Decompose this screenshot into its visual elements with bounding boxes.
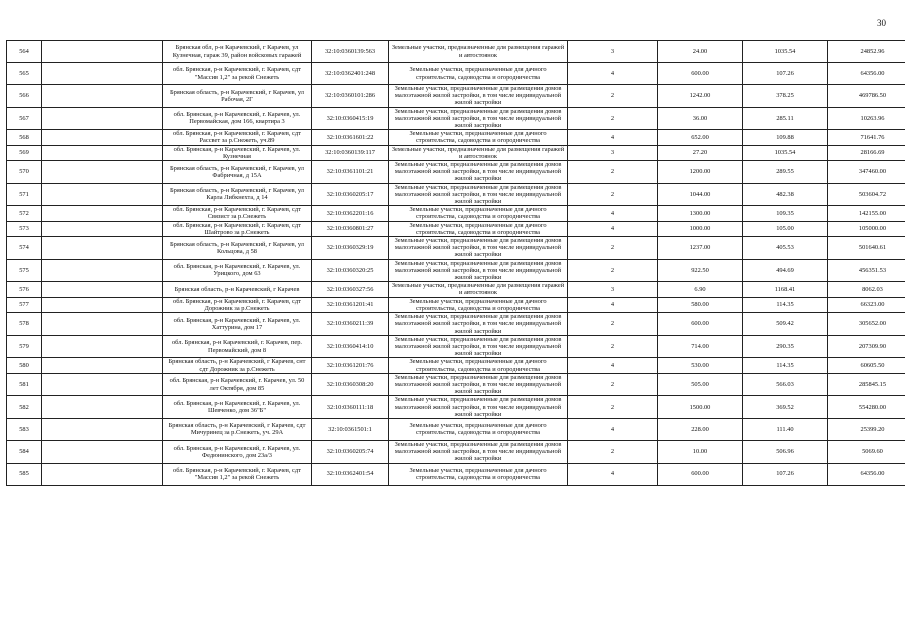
row-number-cell: 573	[7, 221, 42, 236]
category-cell: 2	[568, 161, 658, 184]
empty-cell	[42, 396, 163, 419]
cadastral-number-cell: 32:10:0361201:76	[312, 358, 389, 373]
category-cell: 4	[568, 297, 658, 312]
empty-cell	[42, 335, 163, 358]
empty-cell	[42, 206, 163, 221]
specific-value-cell: 566.03	[743, 373, 828, 396]
table-row	[7, 297, 905, 312]
table-row	[7, 41, 905, 63]
row-number-cell: 576	[7, 282, 42, 297]
land-use-cell: Земельные участки, предназначенные для дачного строительства, садоводства и огородничества	[389, 297, 568, 312]
empty-cell	[42, 130, 163, 145]
table-row	[7, 161, 905, 184]
category-cell: 4	[568, 130, 658, 145]
cadastral-value-cell: 285845.15	[828, 373, 905, 396]
area-cell: 600.00	[658, 463, 743, 485]
empty-cell	[42, 183, 163, 206]
row-number-cell: 564	[7, 41, 42, 63]
address-cell: обл. Брянская, р-н Карачевский, г. Карачев, ул. Кузнечная	[163, 145, 312, 160]
empty-cell	[42, 373, 163, 396]
area-cell: 1200.00	[658, 161, 743, 184]
specific-value-cell: 405.53	[743, 237, 828, 260]
empty-cell	[42, 161, 163, 184]
table-body	[7, 41, 905, 486]
empty-cell	[42, 282, 163, 297]
row-number-cell: 584	[7, 440, 42, 463]
cadastral-number-cell: 32:10:0360320:25	[312, 259, 389, 282]
empty-cell	[42, 107, 163, 130]
area-cell: 1242.00	[658, 85, 743, 108]
category-cell: 2	[568, 183, 658, 206]
specific-value-cell: 107.26	[743, 463, 828, 485]
table-row	[7, 183, 905, 206]
category-cell: 2	[568, 259, 658, 282]
cadastral-value-cell: 71641.76	[828, 130, 905, 145]
table-row	[7, 440, 905, 463]
land-use-cell: Земельные участки, предназначенные для размещения домов малоэтажной жилой застройки, в том числе индивидуальной жилой застройки	[389, 373, 568, 396]
row-number-cell: 583	[7, 418, 42, 440]
area-cell: 600.00	[658, 63, 743, 85]
address-cell: Брянская обл, р-н Карачевский, г Карачев, ул Кузнечная, гараж 39, район войсковых гаражей	[163, 41, 312, 63]
empty-cell	[42, 463, 163, 485]
specific-value-cell: 509.42	[743, 313, 828, 336]
row-number-cell: 566	[7, 85, 42, 108]
category-cell: 4	[568, 463, 658, 485]
empty-cell	[42, 41, 163, 63]
cadastral-number-cell: 32:10:0360329:19	[312, 237, 389, 260]
category-cell: 4	[568, 63, 658, 85]
cadastral-number-cell: 32:10:0360205:74	[312, 440, 389, 463]
address-cell: Брянская область, р-н Карачевский, г Карачев, ул Фабричная, д 15А	[163, 161, 312, 184]
address-cell: обл. Брянская, р-н Карачевский, г. Карачев, сдт "Массив 1,2" за рекой Снежеть	[163, 463, 312, 485]
cadastral-number-cell: 32:10:0360801:27	[312, 221, 389, 236]
address-cell: обл. Брянская, р-н Карачевский, г. Карачев, ул. Шевченко, дом 36"Б"	[163, 396, 312, 419]
table-row	[7, 85, 905, 108]
area-cell: 1000.00	[658, 221, 743, 236]
table-row	[7, 107, 905, 130]
page-number: 30	[877, 18, 886, 28]
address-cell: обл. Брянская, р-н Карачевский, г. Карачев, ул. Первомайская, дом 166, квартира 3	[163, 107, 312, 130]
category-cell: 4	[568, 418, 658, 440]
table-row	[7, 145, 905, 160]
specific-value-cell: 105.00	[743, 221, 828, 236]
row-number-cell: 568	[7, 130, 42, 145]
empty-cell	[42, 297, 163, 312]
land-use-cell: Земельные участки, предназначенные для дачного строительства, садоводства и огородничества	[389, 221, 568, 236]
cadastral-value-cell: 501640.61	[828, 237, 905, 260]
cadastral-number-cell: 32:10:0362401:248	[312, 63, 389, 85]
cadastral-number-cell: 32:10:0361201:41	[312, 297, 389, 312]
cadastral-value-cell: 305652.00	[828, 313, 905, 336]
empty-cell	[42, 145, 163, 160]
specific-value-cell: 378.25	[743, 85, 828, 108]
cadastral-number-cell: 32:10:0360415:19	[312, 107, 389, 130]
empty-cell	[42, 259, 163, 282]
land-use-cell: Земельные участки, предназначенные для размещения домов малоэтажной жилой застройки, в том числе индивидуальной жилой застройки	[389, 259, 568, 282]
cadastral-value-cell: 64356.00	[828, 63, 905, 85]
land-use-cell: Земельные участки, предназначенные для размещения домов малоэтажной жилой застройки, в том числе индивидуальной жилой застройки	[389, 85, 568, 108]
table-row	[7, 237, 905, 260]
specific-value-cell: 290.35	[743, 335, 828, 358]
table-row	[7, 463, 905, 485]
cadastral-number-cell: 32:10:0362201:16	[312, 206, 389, 221]
cadastral-number-cell: 32:10:0360139:117	[312, 145, 389, 160]
empty-cell	[42, 418, 163, 440]
category-cell: 2	[568, 237, 658, 260]
category-cell: 3	[568, 41, 658, 63]
land-use-cell: Земельные участки, предназначенные для размещения домов малоэтажной жилой застройки, в том числе индивидуальной жилой застройки	[389, 313, 568, 336]
table-row	[7, 206, 905, 221]
specific-value-cell: 107.26	[743, 63, 828, 85]
table-row	[7, 396, 905, 419]
empty-cell	[42, 313, 163, 336]
category-cell: 2	[568, 335, 658, 358]
cadastral-value-cell: 503604.72	[828, 183, 905, 206]
area-cell: 1044.00	[658, 183, 743, 206]
cadastral-value-cell: 207309.90	[828, 335, 905, 358]
address-cell: Брянская область, р-н Карачевский, г Карачев	[163, 282, 312, 297]
land-plot-table	[6, 40, 905, 486]
specific-value-cell: 111.40	[743, 418, 828, 440]
cadastral-value-cell: 5069.60	[828, 440, 905, 463]
cadastral-value-cell: 554280.00	[828, 396, 905, 419]
area-cell: 10.00	[658, 440, 743, 463]
land-use-cell: Земельные участки, предназначенные для размещения гаражей и автостоянок	[389, 282, 568, 297]
category-cell: 2	[568, 396, 658, 419]
area-cell: 714.00	[658, 335, 743, 358]
cadastral-number-cell: 32:10:0361101:21	[312, 161, 389, 184]
area-cell: 228.00	[658, 418, 743, 440]
cadastral-number-cell: 32:10:0360139:563	[312, 41, 389, 63]
specific-value-cell: 369.52	[743, 396, 828, 419]
empty-cell	[42, 237, 163, 260]
cadastral-value-cell: 142155.00	[828, 206, 905, 221]
category-cell: 4	[568, 221, 658, 236]
table-row	[7, 313, 905, 336]
row-number-cell: 579	[7, 335, 42, 358]
land-use-cell: Земельные участки, предназначенные для дачного строительства, садоводства и огородничества	[389, 418, 568, 440]
land-use-cell: Земельные участки, предназначенные для дачного строительства, садоводства и огородничества	[389, 358, 568, 373]
land-use-cell: Земельные участки, предназначенные для размещения домов малоэтажной жилой застройки, в том числе индивидуальной жилой застройки	[389, 183, 568, 206]
specific-value-cell: 109.88	[743, 130, 828, 145]
address-cell: Брянская область, р-н Карачевский, г Карачев, сдт Мичуринец за р.Снежеть, уч. 29А	[163, 418, 312, 440]
cadastral-value-cell: 28166.69	[828, 145, 905, 160]
address-cell: обл. Брянская, р-н Карачевский, г. Карачев, сдт Дорожник за р.Снежеть	[163, 297, 312, 312]
specific-value-cell: 285.11	[743, 107, 828, 130]
area-cell: 600.00	[658, 313, 743, 336]
row-number-cell: 578	[7, 313, 42, 336]
address-cell: Брянская область, р-н Карачевский, г Карачев, ул Карла Либкнехта, д 14	[163, 183, 312, 206]
cadastral-number-cell: 32:10:0361601:22	[312, 130, 389, 145]
category-cell: 3	[568, 145, 658, 160]
cadastral-value-cell: 10263.96	[828, 107, 905, 130]
cadastral-value-cell: 105000.00	[828, 221, 905, 236]
cadastral-value-cell: 25399.20	[828, 418, 905, 440]
area-cell: 6.90	[658, 282, 743, 297]
land-use-cell: Земельные участки, предназначенные для дачного строительства, садоводства и огородничества	[389, 63, 568, 85]
cadastral-number-cell: 32:10:0360327:56	[312, 282, 389, 297]
area-cell: 1237.00	[658, 237, 743, 260]
address-cell: Брянская область, р-н Карачевский, г Карачев, снт сдт Дорожник за р.Снежеть	[163, 358, 312, 373]
table-row	[7, 282, 905, 297]
specific-value-cell: 114.35	[743, 358, 828, 373]
row-number-cell: 570	[7, 161, 42, 184]
cadastral-value-cell: 8062.03	[828, 282, 905, 297]
specific-value-cell: 1168.41	[743, 282, 828, 297]
category-cell: 2	[568, 373, 658, 396]
area-cell: 652.00	[658, 130, 743, 145]
table-row	[7, 221, 905, 236]
specific-value-cell: 494.69	[743, 259, 828, 282]
row-number-cell: 575	[7, 259, 42, 282]
cadastral-value-cell: 24852.96	[828, 41, 905, 63]
cadastral-number-cell: 32:10:0360111:18	[312, 396, 389, 419]
cadastral-value-cell: 64356.00	[828, 463, 905, 485]
table-row	[7, 418, 905, 440]
address-cell: Брянская область, р-н Карачевский, г Карачев, ул Кольцова, д 58	[163, 237, 312, 260]
row-number-cell: 580	[7, 358, 42, 373]
empty-cell	[42, 63, 163, 85]
area-cell: 1500.00	[658, 396, 743, 419]
specific-value-cell: 1035.54	[743, 145, 828, 160]
area-cell: 505.00	[658, 373, 743, 396]
table-row	[7, 358, 905, 373]
land-use-cell: Земельные участки, предназначенные для размещения домов малоэтажной жилой застройки, в том числе индивидуальной жилой застройки	[389, 161, 568, 184]
table-row	[7, 373, 905, 396]
area-cell: 922.50	[658, 259, 743, 282]
cadastral-number-cell: 32:10:0360205:17	[312, 183, 389, 206]
category-cell: 4	[568, 358, 658, 373]
category-cell: 3	[568, 282, 658, 297]
cadastral-number-cell: 32:10:0361501:1	[312, 418, 389, 440]
land-use-cell: Земельные участки, предназначенные для размещения гаражей и автостоянок	[389, 41, 568, 63]
row-number-cell: 585	[7, 463, 42, 485]
land-use-cell: Земельные участки, предназначенные для размещения домов малоэтажной жилой застройки, в том числе индивидуальной жилой застройки	[389, 237, 568, 260]
specific-value-cell: 114.35	[743, 297, 828, 312]
address-cell: обл. Брянская, р-н Карачевский, г. Карачев, сдт "Массив 1,2" за рекой Снежеть	[163, 63, 312, 85]
area-cell: 1300.00	[658, 206, 743, 221]
table-row	[7, 335, 905, 358]
specific-value-cell: 109.35	[743, 206, 828, 221]
cadastral-value-cell: 66323.00	[828, 297, 905, 312]
cadastral-value-cell: 469786.50	[828, 85, 905, 108]
row-number-cell: 567	[7, 107, 42, 130]
land-use-cell: Земельные участки, предназначенные для дачного строительства, садоводства и огородничества	[389, 206, 568, 221]
row-number-cell: 582	[7, 396, 42, 419]
table-row	[7, 130, 905, 145]
specific-value-cell: 289.55	[743, 161, 828, 184]
land-use-cell: Земельные участки, предназначенные для размещения гаражей и автостоянок	[389, 145, 568, 160]
address-cell: обл. Брянская, р-н Карачевский, г. Карачев, пер. Первомайский, дом 8	[163, 335, 312, 358]
land-use-cell: Земельные участки, предназначенные для размещения домов малоэтажной жилой застройки, в том числе индивидуальной жилой застройки	[389, 107, 568, 130]
row-number-cell: 571	[7, 183, 42, 206]
category-cell: 2	[568, 85, 658, 108]
empty-cell	[42, 440, 163, 463]
row-number-cell: 569	[7, 145, 42, 160]
category-cell: 2	[568, 107, 658, 130]
cadastral-number-cell: 32:10:0360414:10	[312, 335, 389, 358]
row-number-cell: 572	[7, 206, 42, 221]
address-cell: обл. Брянская, р-н Карачевский, г. Карачев, сдт Связист за р.Снежеть	[163, 206, 312, 221]
cadastral-value-cell: 60605.50	[828, 358, 905, 373]
area-cell: 24.00	[658, 41, 743, 63]
category-cell: 4	[568, 206, 658, 221]
cadastral-number-cell: 32:10:0362401:54	[312, 463, 389, 485]
land-use-cell: Земельные участки, предназначенные для размещения домов малоэтажной жилой застройки, в том числе индивидуальной жилой застройки	[389, 440, 568, 463]
table-row	[7, 63, 905, 85]
address-cell: обл. Брянская, р-н Карачевский, г. Карачев, ул. Федюнинского, дом 23а/3	[163, 440, 312, 463]
address-cell: обл. Брянская, р-н Карачевский, г. Карачев, ул. 50 лет Октября, дом 85	[163, 373, 312, 396]
cadastral-number-cell: 32:10:0360211:39	[312, 313, 389, 336]
land-use-cell: Земельные участки, предназначенные для размещения домов малоэтажной жилой застройки, в том числе индивидуальной жилой застройки	[389, 396, 568, 419]
area-cell: 36.00	[658, 107, 743, 130]
row-number-cell: 574	[7, 237, 42, 260]
row-number-cell: 581	[7, 373, 42, 396]
cadastral-value-cell: 456351.53	[828, 259, 905, 282]
area-cell: 27.20	[658, 145, 743, 160]
land-use-cell: Земельные участки, предназначенные для размещения домов малоэтажной жилой застройки, в том числе индивидуальной жилой застройки	[389, 335, 568, 358]
address-cell: обл. Брянская, р-н Карачевский, г. Карачев, ул. Урицкого, дом 63	[163, 259, 312, 282]
specific-value-cell: 506.96	[743, 440, 828, 463]
address-cell: обл. Брянская, р-н Карачевский, г. Карачев, сдт Шайтрово за р.Снежеть	[163, 221, 312, 236]
address-cell: Брянская область, р-н Карачевский, г Карачев, ул Рабочая, 2Г	[163, 85, 312, 108]
specific-value-cell: 482.38	[743, 183, 828, 206]
empty-cell	[42, 221, 163, 236]
specific-value-cell: 1035.54	[743, 41, 828, 63]
category-cell: 2	[568, 440, 658, 463]
land-use-cell: Земельные участки, предназначенные для дачного строительства, садоводства и огородничества	[389, 463, 568, 485]
address-cell: обл. Брянская, р-н Карачевский, г. Карачев, сдт Рассвет за р.Снежеть, уч.89	[163, 130, 312, 145]
cadastral-number-cell: 32:10:0360308:20	[312, 373, 389, 396]
area-cell: 530.00	[658, 358, 743, 373]
empty-cell	[42, 85, 163, 108]
table-row	[7, 259, 905, 282]
category-cell: 2	[568, 313, 658, 336]
land-use-cell: Земельные участки, предназначенные для дачного строительства, садоводства и огородничества	[389, 130, 568, 145]
cadastral-value-cell: 347460.00	[828, 161, 905, 184]
address-cell: обл. Брянская, р-н Карачевский, г. Карачев, ул. Хаттурина, дом 17	[163, 313, 312, 336]
area-cell: 580.00	[658, 297, 743, 312]
row-number-cell: 565	[7, 63, 42, 85]
empty-cell	[42, 358, 163, 373]
row-number-cell: 577	[7, 297, 42, 312]
cadastral-number-cell: 32:10:0360101:286	[312, 85, 389, 108]
